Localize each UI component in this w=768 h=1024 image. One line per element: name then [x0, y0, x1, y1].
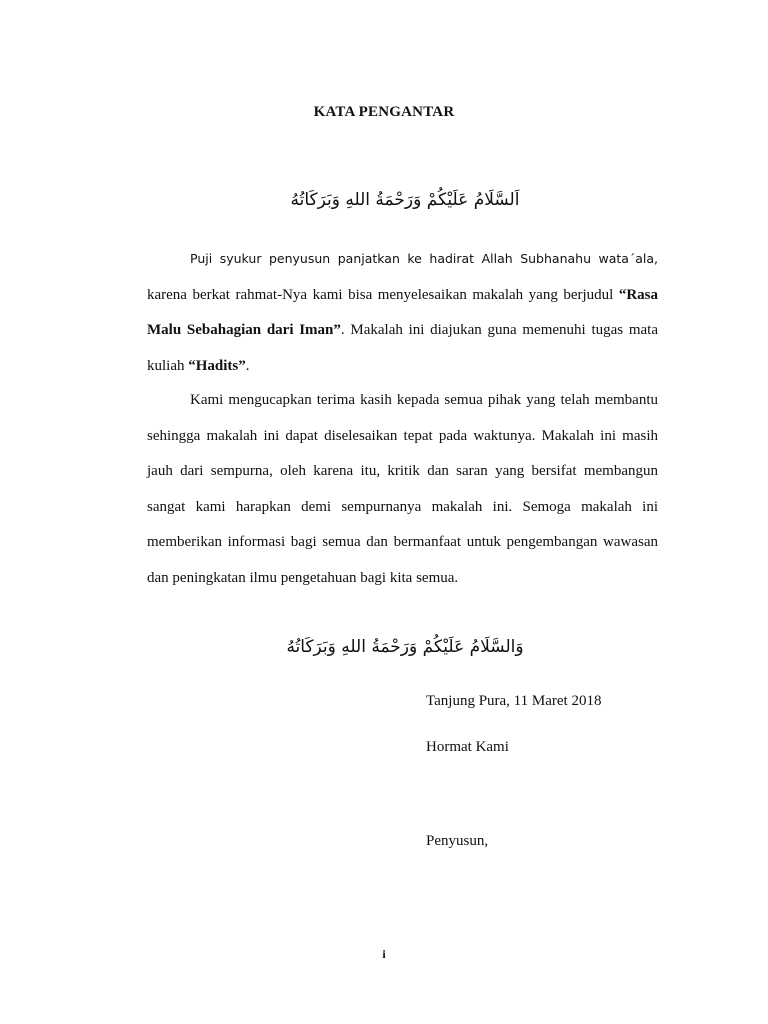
paragraph-first-line: Puji syukur penyusun panjatkan ke hadirat Allah Subhanahu wata´ala,	[190, 251, 658, 266]
paragraph-acknowledgement	[147, 241, 658, 384]
regards: Hormat Kami	[426, 739, 509, 755]
paper-title: “Rasa Malu Sebahagian dari Iman”	[147, 286, 658, 338]
opening-greeting: اَلسَّلَامُ عَلَيْكُمْ وَرَحْمَةُ اللهِ وَبَرَكَاتُهُ	[290, 190, 520, 210]
paragraph-text: karena berkat rahmat-Nya kami bisa menyelesaikan makalah yang berjudul	[147, 286, 619, 303]
author-signature: Penyusun,	[426, 833, 489, 849]
page-number: i	[382, 947, 386, 961]
paragraph-thanks: Kami mengucapkan terima kasih kepada semua pihak yang telah membantu sehingga makalah ini dapat diselesaikan tepat pada waktunya. Makalah ini masih jauh dari sempurna, oleh karena itu, kritik dan saran yang bersifat membangun sangat kami harapkan demi sempurnanya makalah ini. Semoga makalah ini memberikan informasi bagi semua dan bermanfaat untuk pengembangan wawasan dan peningkatan ilmu pengetahuan bagi kita semua.	[147, 392, 658, 586]
closing-greeting: وَالسَّلَامُ عَلَيْكُمْ وَرَحْمَةُ اللهِ وَبَرَكَاتُهُ	[286, 637, 524, 657]
place-date: Tanjung Pura, 11 Maret 2018	[426, 693, 602, 709]
course-name: “Hadits”	[188, 357, 246, 374]
paragraph-text: . Makalah ini diajukan guna memenuhi tugas mata kuliah	[147, 322, 658, 374]
paragraph-text: .	[245, 357, 250, 374]
page-title: KATA PENGANTAR	[313, 104, 455, 120]
